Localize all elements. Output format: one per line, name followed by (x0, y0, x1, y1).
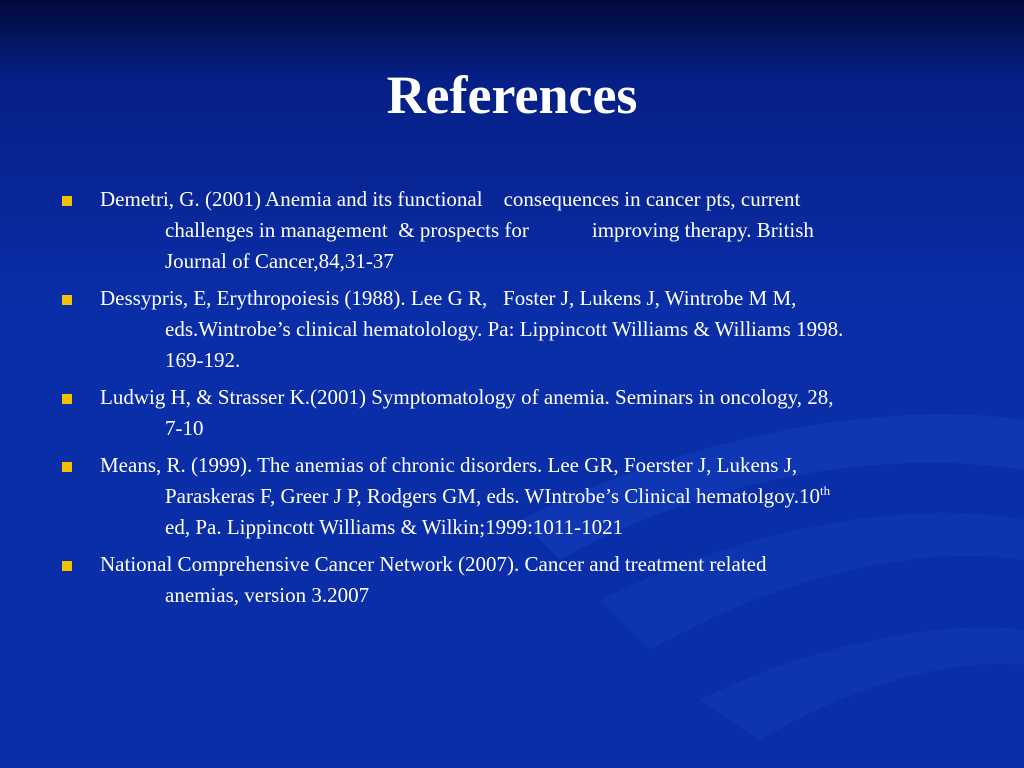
list-item (62, 283, 962, 376)
reference-continuation (100, 215, 962, 277)
reference-first-line: Dessypris, E, Erythropoiesis (1988). Lee G R, Foster J, Lukens J, Wintrobe M M, (100, 286, 797, 310)
reference-first-line: Ludwig H, & Strasser K.(2001) Symptomatology of anemia. Seminars in oncology, 28, (100, 385, 834, 409)
slide-title: References (386, 65, 638, 125)
reference-line (165, 481, 962, 512)
reference-line: ed, Pa. Lippincott Williams & Wilkin;1999:1011-1021 (165, 515, 624, 539)
reference-line: Journal of Cancer,84,31-37 (165, 249, 394, 273)
reference-first-line: Demetri, G. (2001) Anemia and its functional consequences in cancer pts, current (100, 187, 801, 211)
square-bullet-icon (62, 394, 72, 404)
list-item (62, 184, 962, 277)
reference-continuation (100, 314, 962, 376)
reference-line: 169-192. (165, 348, 241, 372)
list-item (62, 382, 962, 444)
square-bullet-icon (62, 561, 72, 571)
superscript: th (820, 483, 831, 498)
reference-continuation (100, 580, 962, 611)
square-bullet-icon (62, 196, 72, 206)
reference-line: 7-10 (165, 416, 204, 440)
reference-line-text: Paraskeras F, Greer J P, Rodgers GM, eds. WIntrobe’s Clinical hematolgoy.10 (165, 484, 821, 508)
reference-line: eds.Wintrobe’s clinical hematolology. Pa: Lippincott Williams & Williams 1998. (165, 317, 844, 341)
list-item (62, 450, 962, 543)
reference-continuation (100, 481, 962, 543)
square-bullet-icon (62, 295, 72, 305)
list-item (62, 549, 962, 611)
reference-continuation (100, 413, 962, 444)
reference-line: anemias, version 3.2007 (165, 583, 370, 607)
reference-first-line: Means, R. (1999). The anemias of chronic disorders. Lee GR, Foerster J, Lukens J, (100, 453, 798, 477)
reference-first-line: National Comprehensive Cancer Network (2007). Cancer and treatment related (100, 552, 767, 576)
reference-line: challenges in management & prospects for improving therapy. British (165, 218, 814, 242)
references-list (62, 184, 962, 617)
square-bullet-icon (62, 462, 72, 472)
